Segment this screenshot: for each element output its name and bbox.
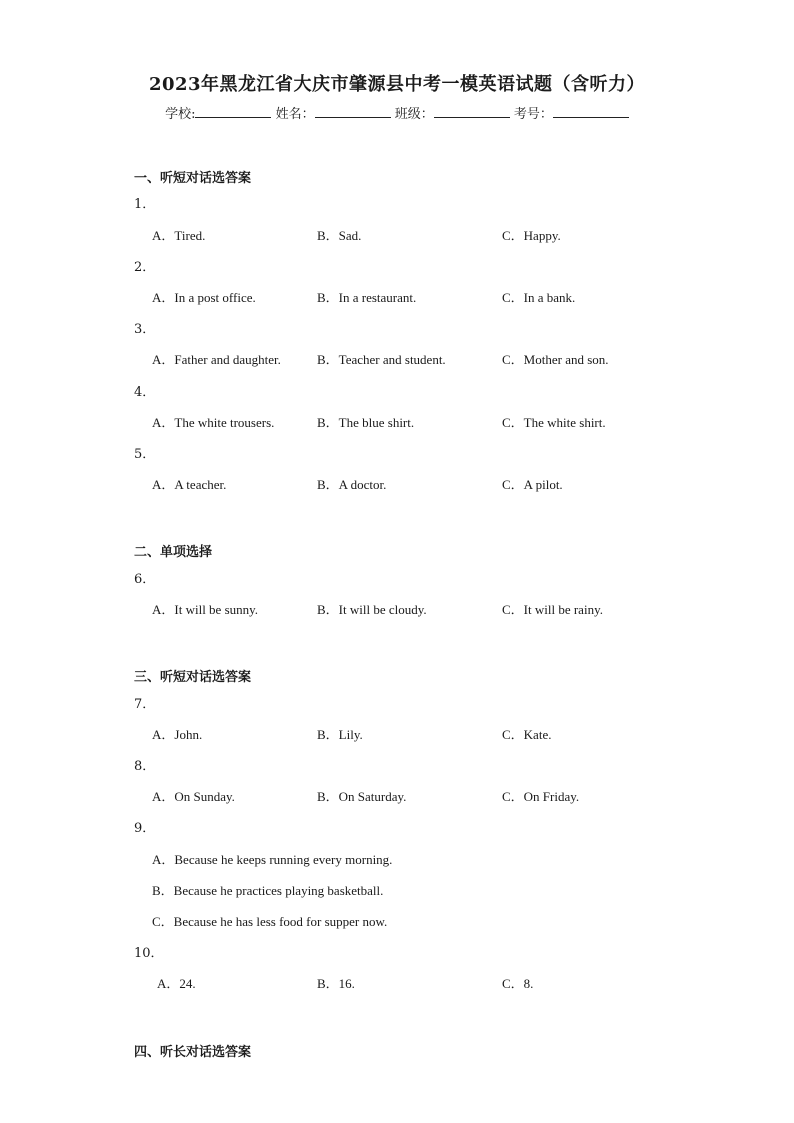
question-number: 8． <box>134 759 156 774</box>
option-b[interactable]: B．A doctor. <box>317 477 387 492</box>
class-label: 班级： <box>394 107 434 122</box>
option-c[interactable]: C．Kate. <box>502 727 552 742</box>
option-b[interactable]: B．Sad. <box>317 228 362 243</box>
question-number: 9． <box>134 821 156 836</box>
question-number: 3． <box>134 322 156 337</box>
option-b[interactable]: B．Teacher and student. <box>317 352 446 367</box>
option-a[interactable]: A．John. <box>152 727 203 742</box>
question-number: 5． <box>134 447 156 462</box>
option-c[interactable]: C．8. <box>502 976 534 991</box>
option-b[interactable]: B．16. <box>317 976 355 991</box>
option-a[interactable]: A．24. <box>157 976 196 991</box>
exam-number-label: 考号： <box>513 107 553 122</box>
section-title: 一、听短对话选答案 <box>134 171 252 186</box>
option-b[interactable]: B．Because he practices playing basketball. <box>152 883 384 898</box>
option-a[interactable]: A．Father and daughter. <box>152 352 281 367</box>
class-blank[interactable] <box>434 105 510 118</box>
option-c[interactable]: C．Because he has less food for supper now. <box>152 914 388 929</box>
question-number: 1． <box>134 197 156 212</box>
option-c[interactable]: C．Mother and son. <box>502 352 609 367</box>
section-title: 二、单项选择 <box>134 545 213 560</box>
question-number: 4． <box>134 385 156 400</box>
option-a[interactable]: A．Tired. <box>152 228 206 243</box>
exam-number-blank[interactable] <box>553 105 629 118</box>
name-label: 姓名： <box>275 107 315 122</box>
school-label: 学校: <box>165 107 196 122</box>
option-c[interactable]: C．In a bank. <box>502 290 576 305</box>
option-a[interactable]: A．The white trousers. <box>152 415 275 430</box>
option-b[interactable]: B．On Saturday. <box>317 789 407 804</box>
option-b[interactable]: B．The blue shirt. <box>317 415 415 430</box>
option-b[interactable]: B．In a restaurant. <box>317 290 417 305</box>
option-a[interactable]: A．On Sunday. <box>152 789 235 804</box>
student-info-line <box>0 103 794 122</box>
page-title: 2023年黑龙江省大庆市肇源县中考一模英语试题（含听力） <box>148 74 646 95</box>
option-a[interactable]: A．Because he keeps running every morning. <box>152 852 393 867</box>
option-a[interactable]: A．In a post office. <box>152 290 256 305</box>
question-number: 7． <box>134 697 156 712</box>
section-title: 三、听短对话选答案 <box>134 670 252 685</box>
option-c[interactable]: C．It will be rainy. <box>502 602 603 617</box>
option-c[interactable]: C．On Friday. <box>502 789 580 804</box>
question-number: 6． <box>134 572 156 587</box>
option-a[interactable]: A．It will be sunny. <box>152 602 259 617</box>
option-c[interactable]: C．Happy. <box>502 228 561 243</box>
option-c[interactable]: C．The white shirt. <box>502 415 606 430</box>
school-blank[interactable] <box>195 105 271 118</box>
option-a[interactable]: A．A teacher. <box>152 477 227 492</box>
question-number: 10． <box>134 946 164 961</box>
section-title: 四、听长对话选答案 <box>134 1045 252 1060</box>
name-blank[interactable] <box>315 105 391 118</box>
option-c[interactable]: C．A pilot. <box>502 477 563 492</box>
option-b[interactable]: B．Lily. <box>317 727 363 742</box>
option-b[interactable]: B．It will be cloudy. <box>317 602 427 617</box>
question-number: 2． <box>134 260 156 275</box>
